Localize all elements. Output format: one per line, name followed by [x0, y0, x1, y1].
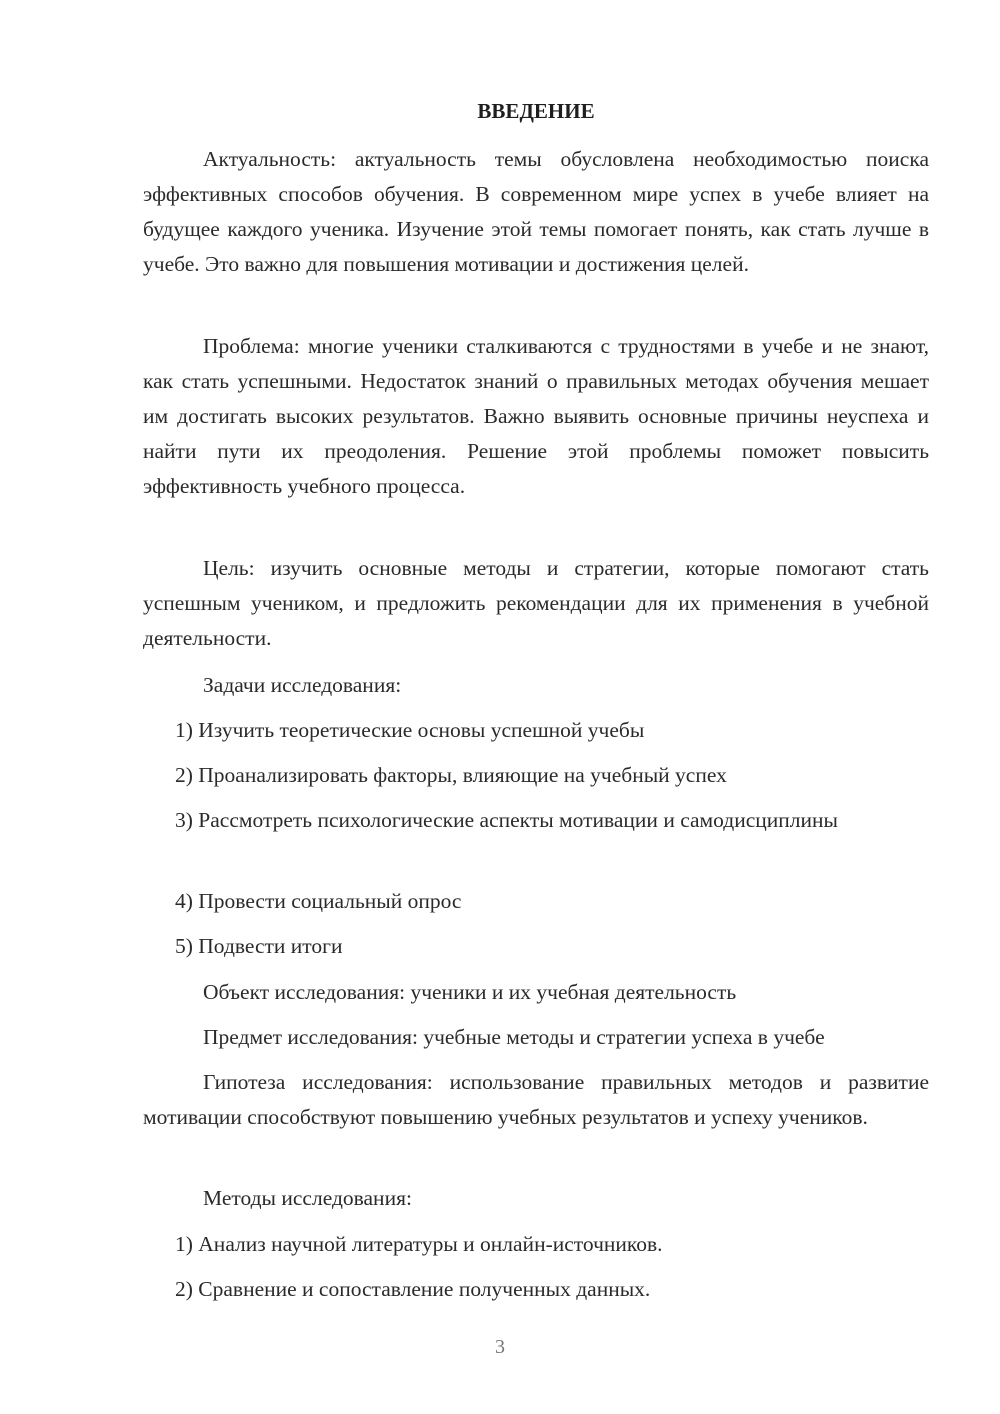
paragraph-hypothesis: Гипотеза исследования: использование правильных методов и развитие мотивации способствуют повышению учебных результатов и успеху учеников. [143, 1070, 929, 1129]
paragraph-goal: Цель: изучить основные методы и стратегии, которые помогают стать успешным учеником, и предложить рекомендации для их применения в учебной деятельности. [143, 556, 929, 650]
paragraph-problem: Проблема: многие ученики сталкиваются с трудностями в учебе и не знают, как стать успешными. Недостаток знаний о правильных методах обучения мешает им достигать высоких результатов. Важно выявить основные причины неуспеха и найти пути их преодоления. Решение этой проблемы поможет повысить эффективность учебного процесса. [143, 334, 929, 498]
section-heading: ВВЕДЕНИЕ [477, 99, 595, 123]
list-item-task-4: 4) Провести социальный опрос [175, 889, 462, 913]
page-number: 3 [495, 1336, 505, 1358]
list-item-task-3: 3) Рассмотреть психологические аспекты мотивации и самодисциплины [175, 808, 838, 832]
list-item-method-2: 2) Сравнение и сопоставление полученных данных. [175, 1277, 651, 1301]
paragraph-subject: Предмет исследования: учебные методы и стратегии успеха в учебе [203, 1025, 825, 1049]
list-item-task-1: 1) Изучить теоретические основы успешной учебы [175, 718, 645, 742]
list-item-method-1: 1) Анализ научной литературы и онлайн-источников. [175, 1232, 663, 1256]
paragraph-methods-title: Методы исследования: [203, 1186, 412, 1210]
paragraph-relevance: Актуальность: актуальность темы обусловлена необходимостью поиска эффективных способов обучения. В современном мире успех в учебе влияет на будущее каждого ученика. Изучение этой темы помогает понять, как стать лучше в учебе. Это важно для повышения мотивации и достижения целей. [143, 147, 929, 276]
list-item-task-2: 2) Проанализировать факторы, влияющие на учебный успех [175, 763, 727, 787]
list-item-task-5: 5) Подвести итоги [175, 934, 343, 958]
paragraph-object: Объект исследования: ученики и их учебная деятельность [203, 980, 737, 1004]
paragraph-tasks-title: Задачи исследования: [203, 673, 402, 697]
